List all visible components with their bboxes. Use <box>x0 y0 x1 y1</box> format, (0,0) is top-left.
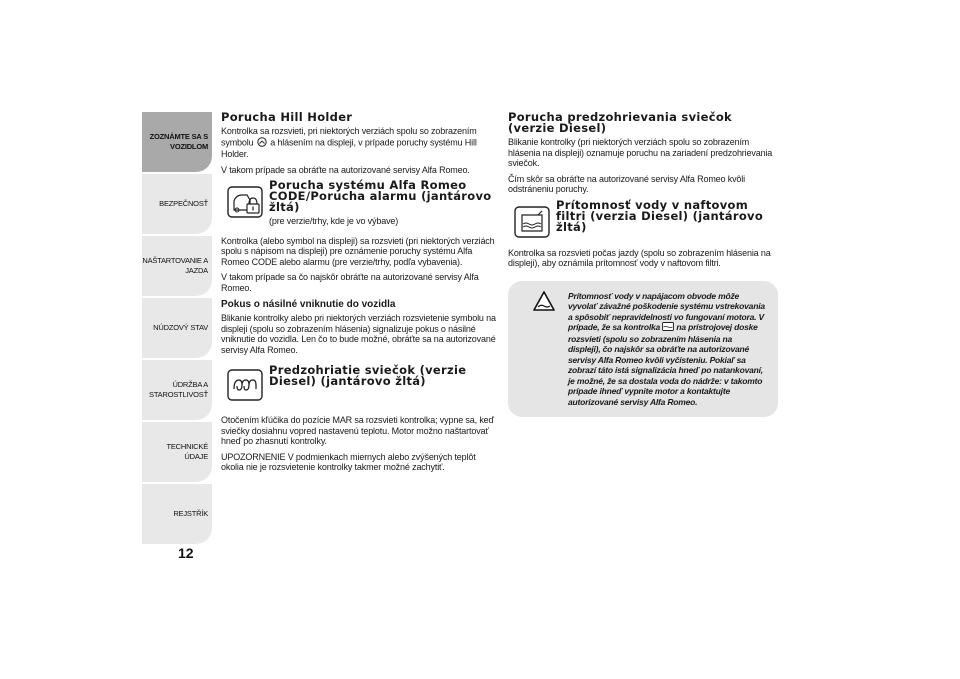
water-in-fuel-inline-icon <box>662 322 674 334</box>
warning-box <box>508 281 778 418</box>
glow-plug-fault-title: Porucha predzohrievania sviečok (verzie Diesel) <box>508 110 732 135</box>
water-filter-paragraph: Kontrolka sa rozsvieti počas jazdy (spolu so zobrazením hlásenia na displeji), aby oznámila prítomnosť vody v naftovom filtri. <box>508 247 771 268</box>
tamper-paragraph: Blikanie kontrolky alebo pri niektorých verziách rozsvietenie symbolu na displeji (spolu so zobrazením hlásenia) signalizuje pokus o násilné vniknutie do vozidla. Len čo to bude možné, obráťte sa na autorizované servisy Alfa Romeo. <box>221 313 496 355</box>
glow-plug-fault-paragraph: Blikanie kontrolky (pri niektorých verziách spolu so zobrazením hlásenia na displeji) oznamuje poruchu na zariadení predzohrievania sviečok. <box>508 137 773 168</box>
right-column <box>508 112 778 417</box>
page-number: 12 <box>178 545 194 561</box>
glow-plugs-title: Predzohriatie sviečok (verzie Diesel) (jantárovo žltá) <box>269 363 467 388</box>
glow-plugs-section <box>221 363 496 401</box>
hill-holder-icon <box>256 137 268 150</box>
warning-text-part1: Prítomnosť vody v napájacom obvode môže vyvolať závažné poškodenie systému vstrekovania a spôsobiť nepravidelnosti vo fungovaní motora. V prípade, že sa kontrolka <box>568 290 765 332</box>
warning-triangle-icon <box>520 291 568 408</box>
alfa-code-title: Porucha systému Alfa Romeo CODE/Porucha alarmu (jantárovo žltá) <box>269 178 492 214</box>
alfa-code-subtitle: (pre verzie/trhy, kde je vo výbave) <box>269 216 399 226</box>
glow-plugs-paragraph: Otočením kľúčika do pozície MAR sa rozsvieti kontrolka; vypne sa, keď sviečky dosiahnu vopred nastavenú teplotu. Motor možno naštartovať hneď po zhasnutí kontrolky. <box>221 415 494 446</box>
tab-udrzba[interactable]: ÚDRŽBA A STAROSTLIVOSŤ <box>142 360 212 420</box>
hill-holder-title: Porucha Hill Holder <box>221 110 353 124</box>
car-lock-icon <box>221 180 269 218</box>
tamper-title: Pokus o násilné vniknutie do vozidla <box>221 299 396 310</box>
glow-plug-fault-contact: Čím skôr sa obráťte na autorizované servisy Alfa Romeo kvôli odstráneniu poruchy. <box>508 173 745 194</box>
hill-holder-contact: V takom prípade sa obráťte na autorizované servisy Alfa Romeo. <box>221 164 470 175</box>
alfa-code-paragraph: Kontrolka (alebo symbol na displeji) sa rozsvieti (pri niektorých verziách spolu s nápisom na displeji) pre oznámenie poruchy systému Alfa Romeo CODE alebo alarmu (pre verzie/trhy, podľa vybavenia). <box>221 235 495 267</box>
alfa-code-contact: V takom prípade sa čo najskôr obráťte na autorizované servisy Alfa Romeo. <box>221 272 479 293</box>
tab-nastartovanie[interactable]: NAŠTARTOVANIE A JAZDA <box>142 236 212 296</box>
warning-text-part2: na prístrojovej doske rozsvieti (spolu so zobrazením hlásenia na displeji), čo najskôr sa obráťte na autorizované servisy Alfa Romeo kvôli vyčisteniu. Pokiaľ sa zobrazí táto istá signalizácia hneď po natankovaní, je možné, že sa dostala voda do nádrže: v takomto prípade ihneď vypnite motor a kontaktujte autorizované servisy Alfa Romeo. <box>568 322 763 407</box>
water-in-fuel-icon <box>508 200 556 238</box>
water-filter-section <box>508 197 778 238</box>
water-filter-title: Prítomnosť vody v naftovom filtri (verzia Diesel) (jantárovo žltá) <box>556 197 764 234</box>
left-column <box>221 112 496 478</box>
glow-plug-icon <box>221 363 269 401</box>
tab-bezpecnost[interactable]: BEZPEČNOSŤ <box>142 174 212 234</box>
alfa-code-section <box>221 180 496 232</box>
tab-nudzovy-stav[interactable]: NÚDZOVÝ STAV <box>142 298 212 358</box>
hill-holder-paragraph: Kontrolka sa rozsvieti, pri niektorých verziách spolu so zobrazením symbolu a hlásením na displeji, v prípade poruchy systému Hill Holder. <box>221 126 477 159</box>
tab-zoznamte-sa[interactable]: ZOZNÁMTE SA S VOZIDLOM <box>142 112 212 172</box>
glow-plugs-note: UPOZORNENIE V podmienkach miernych alebo zvýšených teplôt okolia nie je rozsvietenie kontrolky takmer možné zachytiť. <box>221 451 476 472</box>
tab-technicke-udaje[interactable]: TECHNICKÉ ÚDAJE <box>142 422 212 482</box>
tab-rejstrik[interactable]: REJSTŘÍK <box>142 484 212 544</box>
